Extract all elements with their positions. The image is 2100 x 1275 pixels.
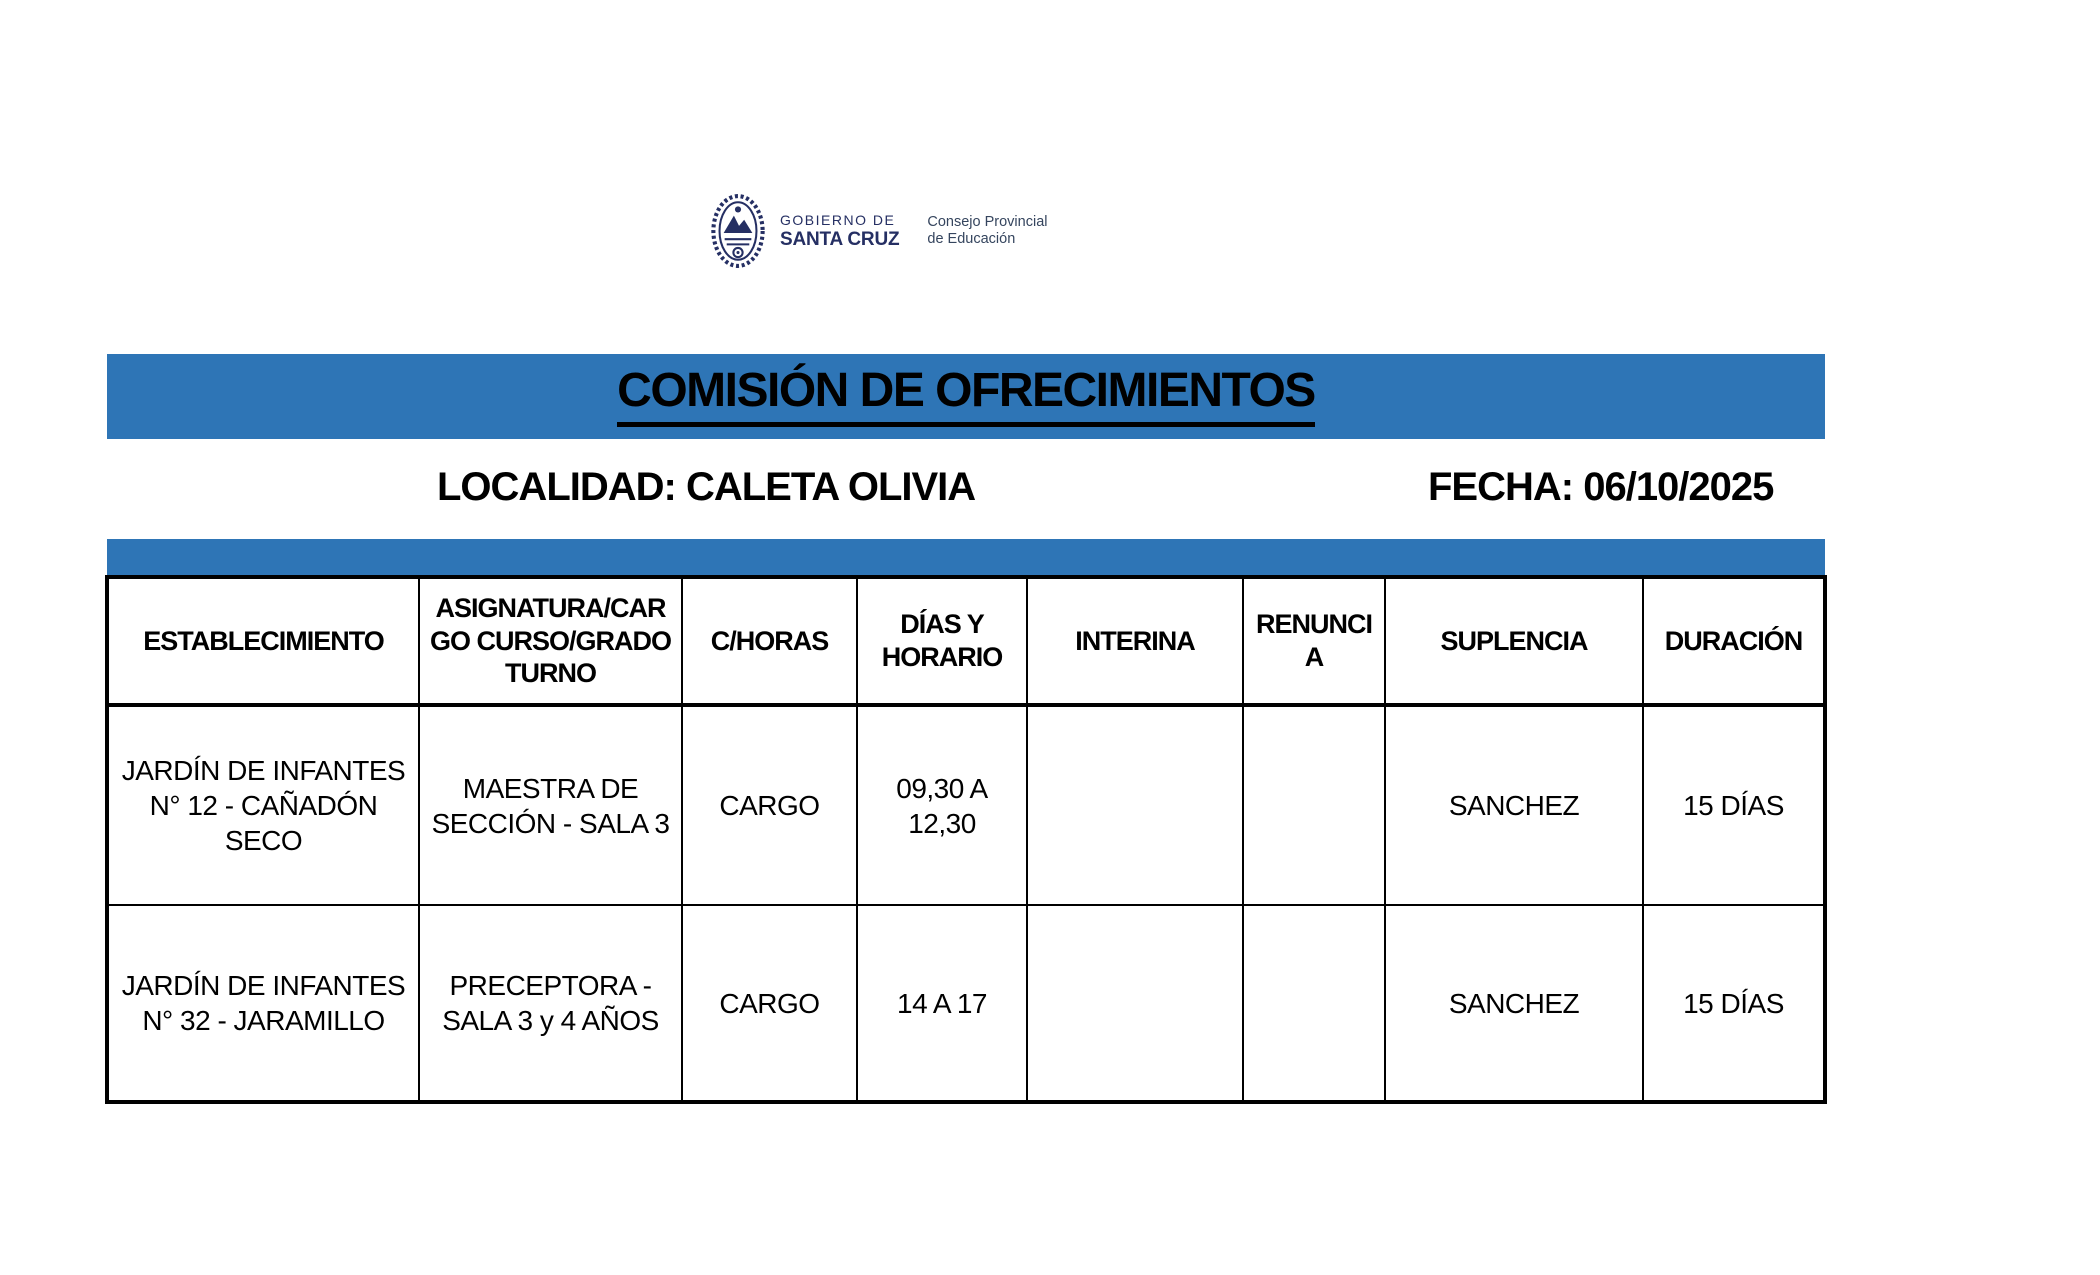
column-header: DURACIÓN <box>1643 577 1825 705</box>
logo-consejo-line1: Consejo Provincial <box>927 213 1048 230</box>
table-cell: CARGO <box>682 905 857 1102</box>
table-row <box>107 705 1825 905</box>
column-header: C/HORAS <box>682 577 857 705</box>
table-body <box>107 705 1825 1102</box>
table-cell: SANCHEZ <box>1385 705 1643 905</box>
logo-santa-cruz-text: SANTA CRUZ <box>780 228 900 250</box>
column-header: SUPLENCIA <box>1385 577 1643 705</box>
table-cell <box>1027 705 1243 905</box>
table-cell <box>1243 705 1385 905</box>
separator-band <box>107 539 1825 575</box>
table-cell: MAESTRA DE SECCIÓN - SALA 3 <box>419 705 682 905</box>
header-row <box>107 577 1825 705</box>
page-title: COMISIÓN DE OFRECIMIENTOS <box>617 366 1315 426</box>
table-cell: CARGO <box>682 705 857 905</box>
table-cell: JARDÍN DE INFANTES N° 32 - JARAMILLO <box>107 905 419 1102</box>
logo-government-block <box>780 212 899 251</box>
table-cell: 15 DÍAS <box>1643 705 1825 905</box>
table-cell: JARDÍN DE INFANTES N° 12 - CAÑADÓN SECO <box>107 705 419 905</box>
column-header: ESTABLECIMIENTO <box>107 577 419 705</box>
table-cell: 14 A 17 <box>857 905 1027 1102</box>
table-cell <box>1243 905 1385 1102</box>
logo-consejo-block <box>927 214 1047 248</box>
table-row <box>107 905 1825 1102</box>
localidad-label: LOCALIDAD: CALETA OLIVIA <box>437 465 976 509</box>
column-header: RENUNCIA <box>1243 577 1385 705</box>
santa-cruz-coat-of-arms-icon <box>710 192 766 270</box>
column-header: DÍAS Y HORARIO <box>857 577 1027 705</box>
table-cell: 15 DÍAS <box>1643 905 1825 1102</box>
fecha-label: FECHA: 06/10/2025 <box>1428 465 1774 509</box>
logo <box>710 192 1047 270</box>
table-cell: SANCHEZ <box>1385 905 1643 1102</box>
column-header: INTERINA <box>1027 577 1243 705</box>
logo-consejo-line2: de Educación <box>927 231 1016 247</box>
table-cell: 09,30 A 12,30 <box>857 705 1027 905</box>
column-header: ASIGNATURA/CARGO CURSO/GRADO TURNO <box>419 577 682 705</box>
table-cell <box>1027 905 1243 1102</box>
logo-gobierno-de-text: GOBIERNO DE <box>780 211 896 228</box>
offers-table <box>105 575 1827 1104</box>
table-cell: PRECEPTORA - SALA 3 y 4 AÑOS <box>419 905 682 1102</box>
title-banner <box>107 354 1825 439</box>
